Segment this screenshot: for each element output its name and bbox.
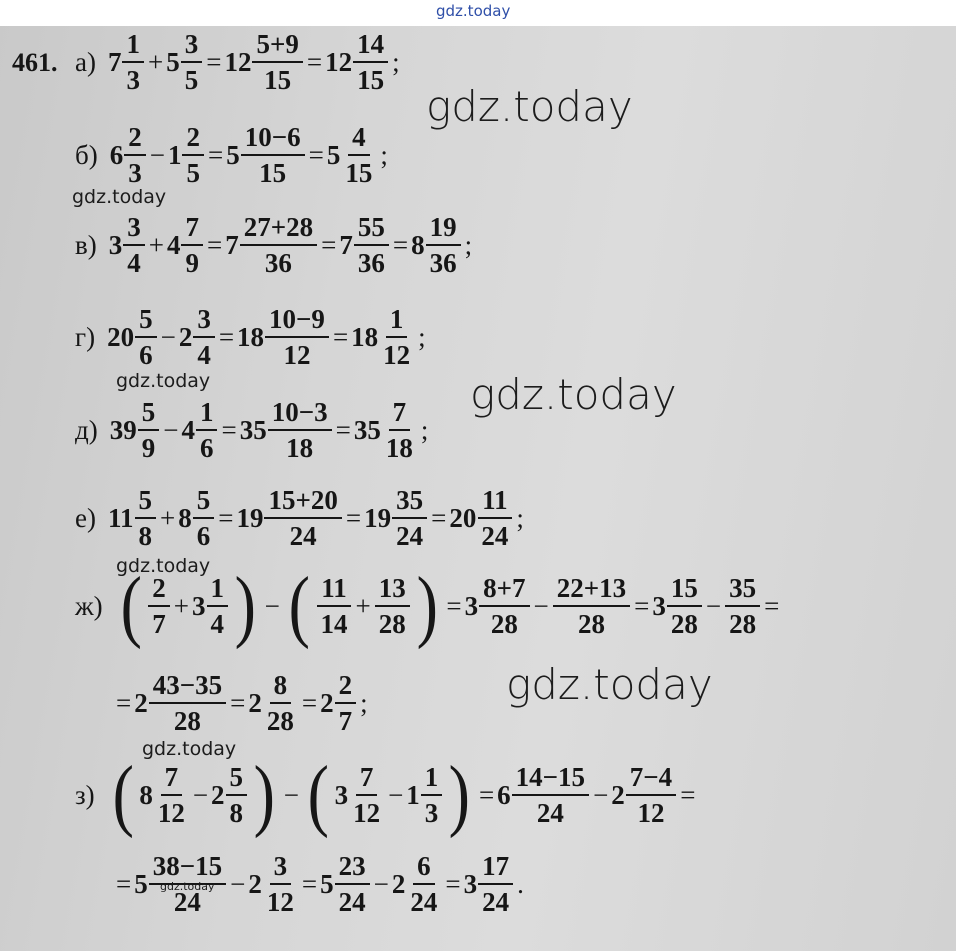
numerator: 2 bbox=[182, 120, 204, 156]
whole-number: 2 bbox=[611, 779, 625, 810]
fraction bbox=[240, 210, 317, 280]
operator: = bbox=[207, 139, 224, 170]
denominator: 12 bbox=[353, 798, 381, 828]
operator: + bbox=[160, 502, 176, 533]
denominator: 4 bbox=[197, 340, 211, 370]
operator: = bbox=[206, 46, 222, 77]
watermark: gdz.today bbox=[72, 186, 167, 208]
numerator: 6 bbox=[413, 849, 435, 885]
item-label: а) bbox=[75, 46, 96, 77]
equation-line bbox=[75, 562, 782, 650]
denominator: 15 bbox=[345, 158, 373, 188]
denominator: 7 bbox=[338, 706, 353, 736]
fraction bbox=[382, 395, 417, 465]
whole-number: 2 bbox=[211, 779, 225, 810]
fraction bbox=[241, 120, 305, 190]
numerator: 7−4 bbox=[626, 760, 676, 796]
watermark: gdz.today bbox=[470, 370, 677, 419]
whole-number: 2 bbox=[134, 687, 148, 718]
whole-number: 20 bbox=[107, 321, 135, 352]
fraction bbox=[252, 27, 302, 97]
item-label: в) bbox=[75, 229, 97, 260]
operator: + bbox=[173, 590, 190, 621]
operator: + bbox=[355, 590, 371, 621]
denominator: 18 bbox=[286, 433, 314, 463]
numerator: 35 bbox=[725, 571, 760, 607]
numerator: 10−6 bbox=[241, 120, 305, 156]
fraction bbox=[138, 395, 160, 465]
denominator: 8 bbox=[229, 798, 244, 828]
numerator: 55 bbox=[354, 210, 389, 246]
denominator: 3 bbox=[424, 798, 439, 828]
watermark-top: gdz.today bbox=[436, 2, 511, 20]
denominator: 15 bbox=[264, 65, 292, 95]
parenthesis: ( bbox=[288, 562, 310, 650]
fraction bbox=[149, 668, 226, 738]
operator: ; bbox=[420, 414, 429, 445]
operator: = bbox=[335, 414, 351, 445]
equation-line bbox=[75, 22, 403, 102]
operator: = bbox=[116, 687, 132, 718]
whole-number: 4 bbox=[181, 414, 195, 445]
watermark: gdz.today bbox=[116, 370, 211, 392]
operator: ; bbox=[418, 321, 426, 352]
numerator: 1 bbox=[421, 760, 443, 796]
operator: = bbox=[218, 321, 235, 352]
parenthesis: ) bbox=[448, 751, 471, 839]
fraction bbox=[626, 760, 676, 830]
whole-number: 6 bbox=[497, 779, 511, 810]
numerator: 22+13 bbox=[553, 571, 630, 607]
denominator: 12 bbox=[383, 340, 411, 370]
whole-number: 3 bbox=[464, 590, 479, 621]
denominator: 24 bbox=[173, 887, 201, 917]
numerator: 15 bbox=[667, 571, 702, 607]
fraction bbox=[196, 395, 218, 465]
operator: = bbox=[321, 229, 337, 260]
denominator: 28 bbox=[378, 609, 406, 639]
denominator: 24 bbox=[338, 887, 366, 917]
operator: − bbox=[163, 414, 179, 445]
equation-line bbox=[75, 751, 698, 839]
numerator: 2 bbox=[335, 668, 357, 704]
whole-number: 4 bbox=[166, 229, 181, 260]
denominator: 12 bbox=[637, 798, 665, 828]
equation-line bbox=[75, 478, 527, 558]
denominator: 36 bbox=[429, 248, 457, 278]
fraction bbox=[725, 571, 760, 641]
operator: = bbox=[634, 590, 650, 621]
denominator: 28 bbox=[173, 706, 201, 736]
whole-number: 20 bbox=[449, 502, 477, 533]
denominator: 6 bbox=[196, 521, 211, 551]
watermark: gdz.today bbox=[142, 738, 237, 760]
denominator: 24 bbox=[536, 798, 564, 828]
whole-number: 35 bbox=[239, 414, 267, 445]
parenthesis: ) bbox=[416, 562, 438, 650]
denominator: 5 bbox=[184, 65, 199, 95]
whole-number: 18 bbox=[351, 321, 379, 352]
fraction bbox=[317, 571, 352, 641]
whole-number: 7 bbox=[225, 229, 239, 260]
fraction bbox=[375, 571, 410, 641]
watermark: gdz.today bbox=[506, 660, 713, 709]
denominator: 12 bbox=[283, 340, 311, 370]
whole-number: 2 bbox=[178, 321, 193, 352]
denominator: 36 bbox=[264, 248, 292, 278]
whole-number: 8 bbox=[139, 779, 153, 810]
item-label: г) bbox=[75, 321, 96, 352]
numerator: 13 bbox=[375, 571, 410, 607]
operator: = bbox=[308, 139, 324, 170]
denominator: 3 bbox=[126, 65, 140, 95]
whole-number: 3 bbox=[652, 590, 666, 621]
numerator: 7 bbox=[181, 210, 203, 246]
denominator: 24 bbox=[482, 887, 510, 917]
fraction bbox=[181, 210, 203, 280]
parenthesis: ( bbox=[120, 562, 142, 650]
numerator: 2 bbox=[124, 120, 146, 156]
numerator: 3 bbox=[193, 302, 215, 338]
whole-number: 3 bbox=[192, 590, 206, 621]
denominator: 28 bbox=[490, 609, 518, 639]
numerator: 5 bbox=[193, 483, 215, 519]
numerator: 19 bbox=[426, 210, 461, 246]
numerator: 5 bbox=[138, 395, 160, 431]
denominator: 12 bbox=[266, 887, 294, 917]
fraction bbox=[193, 483, 215, 553]
fraction bbox=[426, 210, 461, 280]
fraction bbox=[478, 849, 513, 919]
denominator: 4 bbox=[210, 609, 225, 639]
item-label: д) bbox=[75, 414, 98, 445]
equation-line bbox=[75, 205, 475, 285]
numerator: 38−15 bbox=[149, 849, 226, 885]
operator: = bbox=[392, 229, 409, 260]
operator: − bbox=[373, 868, 389, 899]
numerator: 5+9 bbox=[252, 27, 302, 63]
denominator: 15 bbox=[357, 65, 385, 95]
numerator: 7 bbox=[389, 395, 411, 431]
operator: − bbox=[388, 779, 404, 810]
numerator: 10−3 bbox=[268, 395, 332, 431]
operator: = bbox=[221, 414, 237, 445]
fraction bbox=[265, 302, 329, 372]
operator: − bbox=[264, 590, 280, 621]
operator: = bbox=[764, 590, 780, 621]
equation-line bbox=[75, 297, 429, 377]
operator: ; bbox=[516, 502, 524, 533]
fraction bbox=[479, 571, 529, 641]
fraction bbox=[264, 483, 341, 553]
fraction bbox=[392, 483, 427, 553]
operator: = bbox=[206, 229, 223, 260]
denominator: 24 bbox=[410, 887, 438, 917]
fraction bbox=[123, 210, 145, 280]
numerator: 17 bbox=[478, 849, 513, 885]
fraction bbox=[421, 760, 443, 830]
operator: = bbox=[431, 502, 447, 533]
watermark: gdz.today bbox=[116, 555, 211, 577]
operator: − bbox=[283, 779, 299, 810]
fraction bbox=[341, 120, 376, 190]
whole-number: 18 bbox=[237, 321, 265, 352]
numerator: 5 bbox=[226, 760, 248, 796]
denominator: 28 bbox=[670, 609, 698, 639]
denominator: 24 bbox=[481, 521, 509, 551]
operator: = bbox=[116, 868, 132, 899]
equation-line bbox=[113, 663, 371, 743]
numerator: 7 bbox=[356, 760, 378, 796]
whole-number: 5 bbox=[326, 139, 341, 170]
numerator: 8 bbox=[270, 668, 292, 704]
operator: = bbox=[301, 687, 318, 718]
operator: = bbox=[680, 779, 696, 810]
equation-line bbox=[75, 115, 391, 195]
fraction bbox=[154, 760, 189, 830]
operator: = bbox=[218, 502, 234, 533]
operator: − bbox=[230, 868, 246, 899]
operator: ; bbox=[392, 46, 400, 77]
numerator: 3 bbox=[181, 27, 203, 63]
denominator: 36 bbox=[357, 248, 385, 278]
numerator: 8+7 bbox=[479, 571, 529, 607]
whole-number: 11 bbox=[107, 502, 134, 533]
item-label: з) bbox=[75, 779, 95, 810]
denominator: 6 bbox=[139, 340, 153, 370]
fraction bbox=[268, 395, 332, 465]
operator: = bbox=[306, 46, 323, 77]
item-label: ж) bbox=[75, 590, 103, 621]
numerator: 1 bbox=[196, 395, 218, 431]
whole-number: 8 bbox=[411, 229, 425, 260]
fraction bbox=[406, 849, 441, 919]
fraction bbox=[193, 302, 215, 372]
fraction bbox=[379, 302, 414, 372]
operator: = bbox=[332, 321, 349, 352]
fraction bbox=[135, 302, 157, 372]
denominator: 15 bbox=[259, 158, 287, 188]
operator: ; bbox=[464, 229, 473, 260]
parenthesis: ( bbox=[112, 751, 134, 839]
operator: − bbox=[593, 779, 609, 810]
fraction bbox=[124, 120, 146, 190]
fraction bbox=[263, 849, 298, 919]
operator: = bbox=[345, 502, 362, 533]
denominator: 28 bbox=[729, 609, 757, 639]
whole-number: 35 bbox=[353, 414, 381, 445]
whole-number: 2 bbox=[320, 687, 334, 718]
denominator: 5 bbox=[186, 158, 200, 188]
numerator: 2 bbox=[148, 571, 170, 607]
fraction bbox=[477, 483, 512, 553]
numerator: 5 bbox=[135, 302, 157, 338]
fraction bbox=[553, 571, 630, 641]
whole-number: 5 bbox=[134, 868, 148, 899]
numerator: 11 bbox=[478, 483, 512, 519]
fraction bbox=[353, 27, 388, 97]
numerator: 4 bbox=[348, 120, 370, 156]
operator: − bbox=[160, 321, 176, 352]
numerator: 14−15 bbox=[512, 760, 589, 796]
operator: = bbox=[230, 687, 246, 718]
denominator: 3 bbox=[128, 158, 142, 188]
operator: − bbox=[705, 590, 722, 621]
numerator: 1 bbox=[207, 571, 229, 607]
fraction bbox=[335, 668, 357, 738]
denominator: 28 bbox=[577, 609, 605, 639]
whole-number: 2 bbox=[248, 868, 262, 899]
equation-line bbox=[75, 390, 431, 470]
denominator: 24 bbox=[289, 521, 317, 551]
numerator: 43−35 bbox=[149, 668, 226, 704]
operator: = bbox=[301, 868, 318, 899]
numerator: 10−9 bbox=[265, 302, 329, 338]
whole-number: 12 bbox=[325, 46, 353, 77]
denominator: 24 bbox=[396, 521, 424, 551]
watermark: gdz.today bbox=[160, 880, 215, 893]
operator: + bbox=[148, 229, 164, 260]
problem-number: 461. bbox=[12, 48, 58, 77]
denominator: 9 bbox=[185, 248, 199, 278]
denominator: 28 bbox=[266, 706, 294, 736]
fraction bbox=[135, 483, 157, 553]
fraction bbox=[512, 760, 589, 830]
operator: + bbox=[147, 46, 164, 77]
fraction bbox=[181, 27, 203, 97]
numerator: 3 bbox=[123, 210, 145, 246]
fraction bbox=[182, 120, 204, 190]
whole-number: 5 bbox=[166, 46, 180, 77]
item-label: б) bbox=[75, 139, 98, 170]
operator: ; bbox=[380, 139, 388, 170]
watermark: gdz.today bbox=[426, 82, 633, 131]
parenthesis: ) bbox=[234, 562, 257, 650]
operator: = bbox=[478, 779, 495, 810]
numerator: 15+20 bbox=[264, 483, 341, 519]
denominator: 12 bbox=[157, 798, 185, 828]
whole-number: 2 bbox=[391, 868, 406, 899]
operator: = bbox=[446, 590, 462, 621]
numerator: 5 bbox=[135, 483, 157, 519]
denominator: 4 bbox=[127, 248, 141, 278]
whole-number: 19 bbox=[364, 502, 392, 533]
whole-number: 1 bbox=[406, 779, 420, 810]
whole-number: 2 bbox=[248, 687, 262, 718]
numerator: 27+28 bbox=[240, 210, 317, 246]
item-label: е) bbox=[75, 502, 96, 533]
whole-number: 7 bbox=[339, 229, 353, 260]
numerator: 7 bbox=[161, 760, 183, 796]
fraction bbox=[148, 571, 170, 641]
denominator: 7 bbox=[152, 609, 166, 639]
denominator: 8 bbox=[138, 521, 152, 551]
operator: − bbox=[149, 139, 165, 170]
whole-number: 1 bbox=[167, 139, 182, 170]
denominator: 6 bbox=[199, 433, 214, 463]
numerator: 1 bbox=[386, 302, 408, 338]
operator: . bbox=[517, 868, 524, 899]
operator: ; bbox=[360, 687, 368, 718]
fraction bbox=[349, 760, 384, 830]
numerator: 35 bbox=[392, 483, 427, 519]
whole-number: 5 bbox=[320, 868, 334, 899]
denominator: 14 bbox=[320, 609, 348, 639]
fraction bbox=[667, 571, 702, 641]
fraction bbox=[226, 760, 248, 830]
denominator: 18 bbox=[385, 433, 413, 463]
fraction bbox=[122, 27, 144, 97]
whole-number: 3 bbox=[334, 779, 349, 810]
whole-number: 12 bbox=[224, 46, 252, 77]
numerator: 14 bbox=[353, 27, 388, 63]
denominator: 9 bbox=[141, 433, 156, 463]
operator: − bbox=[533, 590, 549, 621]
whole-number: 8 bbox=[178, 502, 192, 533]
whole-number: 39 bbox=[109, 414, 137, 445]
whole-number: 3 bbox=[108, 229, 123, 260]
fraction bbox=[263, 668, 298, 738]
fraction bbox=[354, 210, 389, 280]
whole-number: 6 bbox=[109, 139, 124, 170]
operator: − bbox=[192, 779, 209, 810]
numerator: 3 bbox=[270, 849, 292, 885]
fraction bbox=[207, 571, 229, 641]
numerator: 1 bbox=[122, 27, 144, 63]
fraction bbox=[335, 849, 370, 919]
numerator: 11 bbox=[317, 571, 351, 607]
whole-number: 19 bbox=[236, 502, 264, 533]
whole-number: 3 bbox=[463, 868, 478, 899]
whole-number: 5 bbox=[226, 139, 240, 170]
parenthesis: ) bbox=[253, 751, 276, 839]
whole-number: 7 bbox=[107, 46, 122, 77]
parenthesis: ( bbox=[307, 751, 329, 839]
operator: = bbox=[445, 868, 461, 899]
numerator: 23 bbox=[335, 849, 370, 885]
